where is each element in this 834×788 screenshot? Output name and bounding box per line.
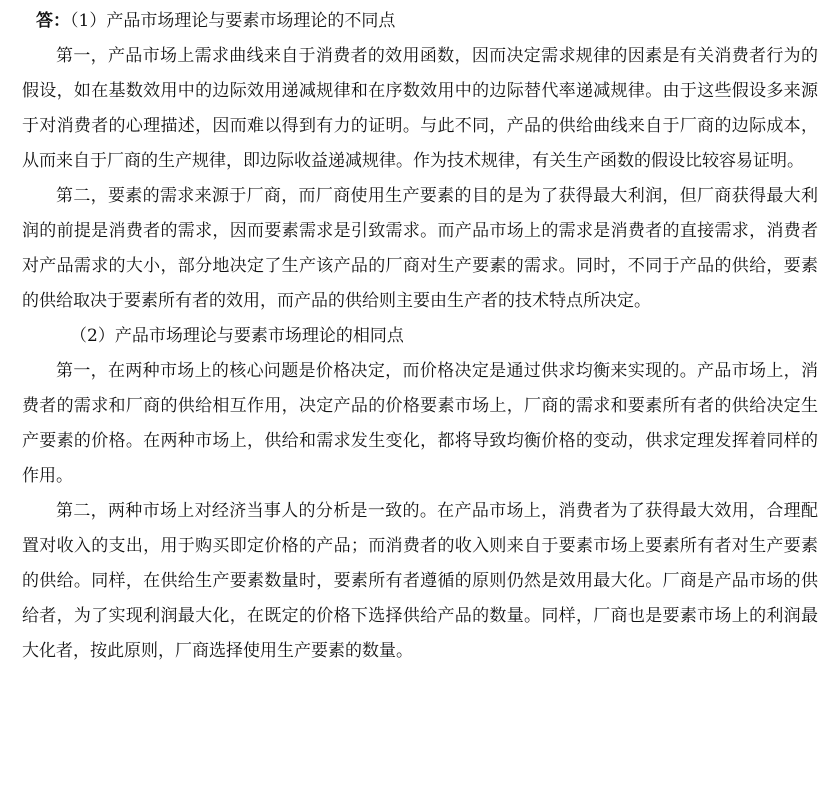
paragraph-difference-2: 第二，要素的需求来源于厂商，而厂商使用生产要素的目的是为了获得最大利润，但厂商获得最大利润的前提是消费者的需求，因而要素需求是引致需求。而产品市场上的需求是消费者的直接需求，消费者对产品需求的大小，部分地决定了生产该产品的厂商对生产要素的需求。同时，不同于产品的供给，要素的供给取决于要素所有者的效用，而产品的供给则主要由生产者的技术特点所决定。 — [22, 186, 818, 311]
heading-similarities: （2）产品市场理论与要素市场理论的相同点 — [70, 326, 404, 346]
paragraph-similarity-1: 第一，在两种市场上的核心问题是价格决定，而价格决定是通过供求均衡来实现的。产品市场上，消费者的需求和厂商的供给相互作用，决定产品的价格要素市场上，厂商的需求和要素所有者的供给决定生产要素的价格。在两种市场上，供给和需求发生变化，都将导致均衡价格的变动，供求定理发挥着同样的作用。 — [22, 361, 818, 486]
heading-differences: （1）产品市场理论与要素市场理论的不同点 — [70, 11, 396, 31]
paragraph-difference-1: 第一，产品市场上需求曲线来自于消费者的效用函数，因而决定需求规律的因素是有关消费者行为的假设，如在基数效用中的边际效用递减规律和在序数效用中的边际替代率递减规律。由于这些假设多来源于对消费者的心理描述，因而难以得到有力的证明。与此不同，产品的供给曲线来自于厂商的边际成本，从而来自于厂商的生产规律，即边际收益递减规律。作为技术规律，有关生产函数的假设比较容易证明。 — [22, 46, 818, 171]
answer-label: 答： — [36, 11, 70, 31]
answer-document — [22, 4, 818, 669]
answer-heading-1 — [22, 4, 818, 39]
paragraph-similarity-2: 第二，两种市场上对经济当事人的分析是一致的。在产品市场上，消费者为了获得最大效用，合理配置对收入的支出，用于购买即定价格的产品；而消费者的收入则来自于要素市场上要素所有者对生产要素的供给。同样，在供给生产要素数量时，要素所有者遵循的原则仍然是效用最大化。厂商是产品市场的供给者，为了实现利润最大化，在既定的价格下选择供给产品的数量。同样，厂商也是要素市场上的利润最大化者，按此原则，厂商选择使用生产要素的数量。 — [22, 501, 818, 661]
